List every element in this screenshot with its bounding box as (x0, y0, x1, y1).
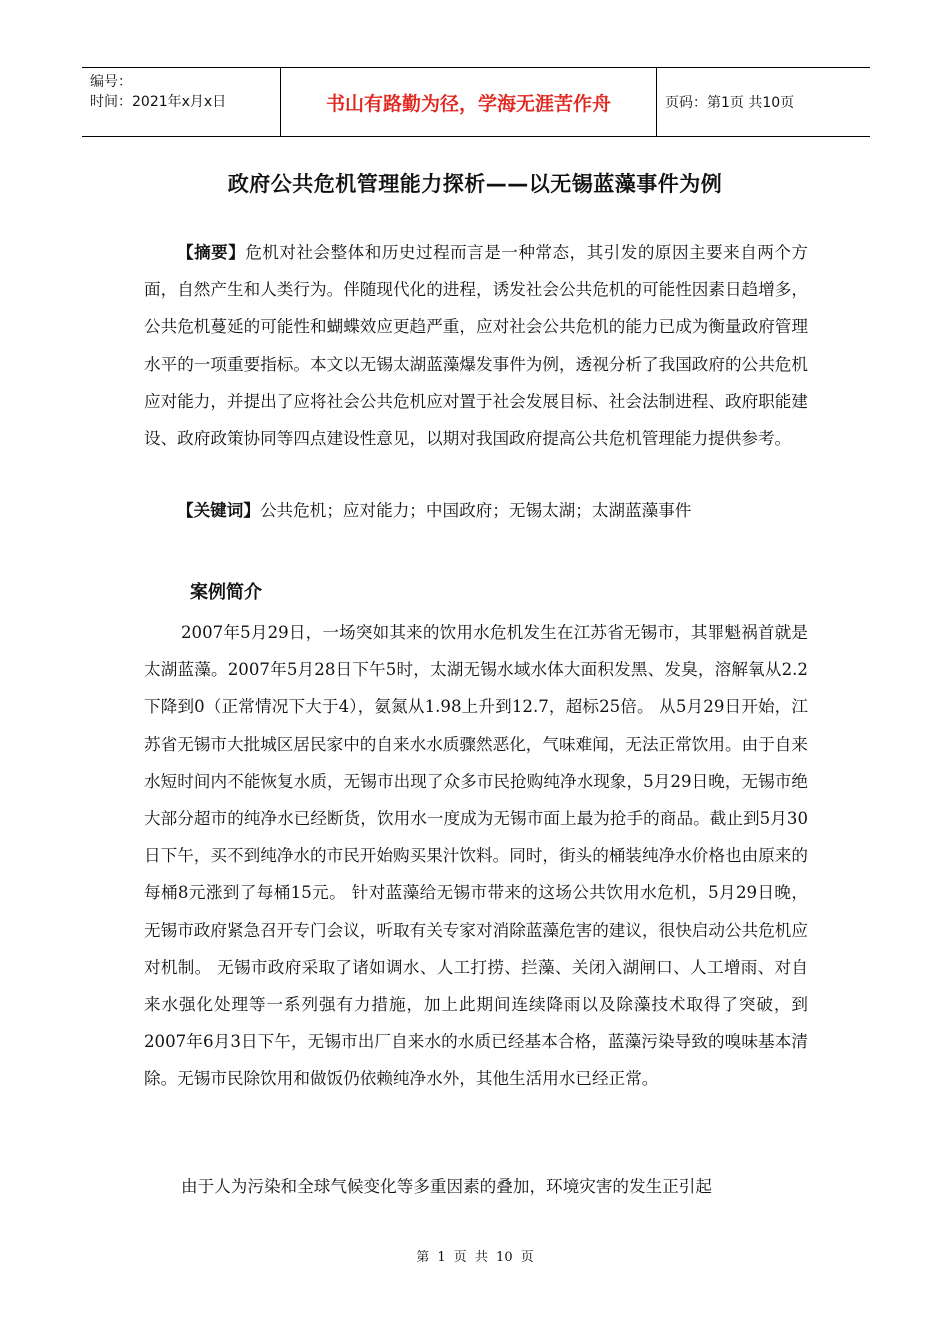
page-info: 页码：第1页 共10页 (665, 95, 795, 111)
abstract-label: 【摘要】 (177, 243, 246, 262)
document-title: 政府公共危机管理能力探析——以无锡蓝藻事件为例 (227, 172, 723, 196)
time-label: 时间：2021年x月x日 (90, 94, 227, 110)
section-heading: 案例简介 (190, 582, 262, 603)
abstract-paragraph (144, 234, 808, 457)
keywords-text: 公共危机；应对能力；中国政府；无锡太湖；太湖蓝藻事件 (259, 501, 692, 520)
header-left-cell (82, 68, 281, 136)
header-page-cell (657, 68, 870, 136)
header-motto-cell (281, 68, 657, 136)
case-paragraph-2: 由于人为污染和全球气候变化等多重因素的叠加，环境灾害的发生正引起 (181, 1177, 712, 1196)
header-table (82, 67, 870, 137)
serial-number-label: 编号： (90, 74, 132, 90)
keywords-paragraph (144, 492, 808, 529)
motto-text: 书山有路勤为径，学海无涯苦作舟 (325, 92, 611, 115)
page-footer: 第 1 页 共 10 页 (416, 1250, 534, 1265)
case-paragraph-1: 2007年5月29日，一场突如其来的饮用水危机发生在江苏省无锡市，其罪魁祸首就是太湖蓝藻。2007年5月28日下午5时，太湖无锡水域水体大面积发黑、发臭，溶解氧从2.2下降到0（正常情况下大于4），氨氮从1.98上升到12.7，超标25倍。 从5月29日开始，江苏省无锡市大批城区居民家中的自来水水质骤然恶化，气味难闻，无法正常饮用。由于自来水短时间内不能恢复水质，无锡市出现了众多市民抢购纯净水现象，5月29日晚，无锡市绝大部分超市的纯净水已经断货，饮用水一度成为无锡市面上最为抢手的商品。截止到5月30日下午，买不到纯净水的市民开始购买果汁饮料。同时，街头的桶装纯净水价格也由原来的每桶8元涨到了每桶15元。 针对蓝藻给无锡市带来的这场公共饮用水危机，5月29日晚，无锡市政府紧急召开专门会议，听取有关专家对消除蓝藻危害的建议，很快启动公共危机应对机制。 无锡市政府采取了诸如调水、人工打捞、拦藻、关闭入湖闸口、人工增雨、对自来水强化处理等一系列强有力措施，加上此期间连续降雨以及除藻技术取得了突破，到2007年6月3日下午，无锡市出厂自来水的水质已经基本合格，蓝藻污染导致的嗅味基本清除。无锡市民除饮用和做饭仍依赖纯净水外，其他生活用水已经正常。 (144, 623, 808, 1089)
keywords-label: 【关键词】 (177, 501, 260, 520)
abstract-text: 危机对社会整体和历史过程而言是一种常态，其引发的原因主要来自两个方面，自然产生和人类行为。伴随现代化的进程，诱发社会公共危机的可能性因素日趋增多，公共危机蔓延的可能性和蝴蝶效应更趋严重，应对社会公共危机的能力已成为衡量政府管理水平的一项重要指标。本文以无锡太湖蓝藻爆发事件为例，透视分析了我国政府的公共危机应对能力，并提出了应将社会公共危机应对置于社会发展目标、社会法制进程、政府职能建设、政府政策协同等四点建设性意见，以期对我国政府提高公共危机管理能力提供参考。 (144, 243, 809, 449)
